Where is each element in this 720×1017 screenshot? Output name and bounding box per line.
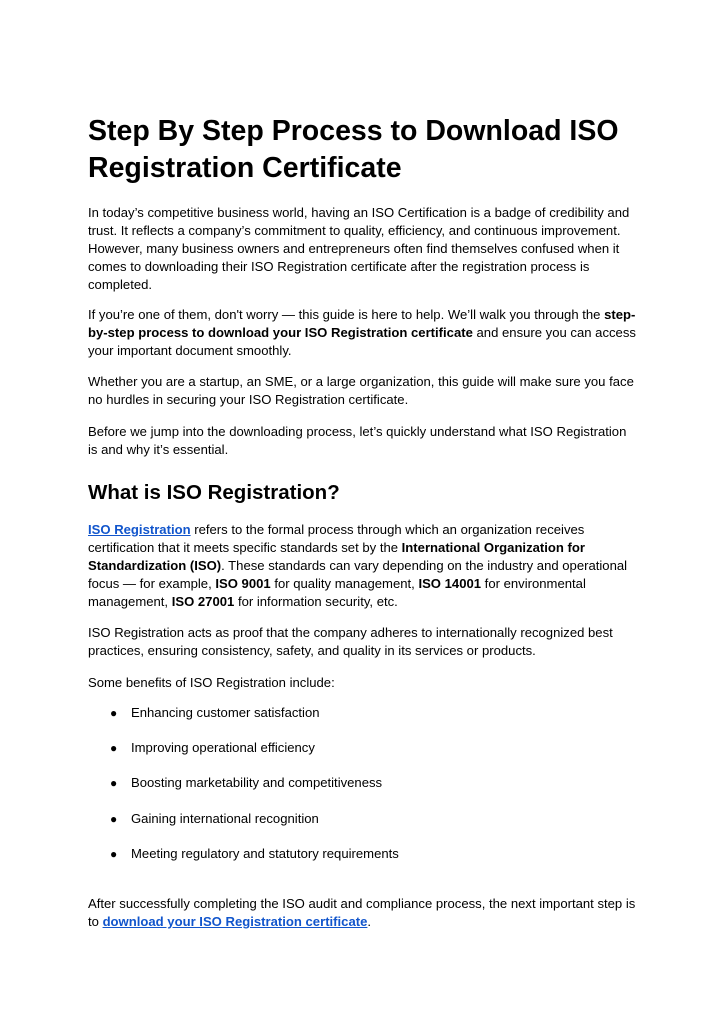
section-paragraph-1-text-c: for quality management, (270, 576, 419, 591)
intro-paragraph-2-text-a: If you’re one of them, don't worry — this guide is here to help. We’ll walk you through the (88, 307, 605, 322)
list-item (88, 774, 638, 809)
list-item-text: Improving operational efficiency (131, 740, 315, 756)
bullet-icon: ● (110, 811, 118, 826)
section-paragraph-1-text-e: for information security, etc. (234, 594, 398, 609)
section-paragraph-4-text-a: After successfully completing the ISO audit and compliance process, the next important step is to (88, 896, 636, 929)
list-item (88, 845, 638, 880)
section-paragraph-1-text-a: refers to the formal process through which an organization receives certification that it meets specific standards set by the (88, 522, 585, 555)
section-paragraph-1 (88, 521, 638, 611)
section-paragraph-1-bold-iso-org: International Organization for Standardization (ISO) (88, 540, 585, 573)
page-title: Step By Step Process to Download ISO Registration Certificate (88, 115, 619, 184)
download-certificate-link[interactable]: download your ISO Registration certificate (102, 914, 368, 929)
section-paragraph-4 (88, 895, 638, 931)
section-paragraph-4-text-b: . (367, 914, 372, 929)
list-item-text: Meeting regulatory and statutory requirements (131, 845, 399, 861)
section-paragraph-1-bold-iso9001: ISO 9001 (215, 576, 271, 591)
intro-paragraph-3: Whether you are a startup, an SME, or a large organization, this guide will make sure you face no hurdles in securing your ISO Registration certificate. (88, 374, 634, 407)
intro-paragraph-4: Before we jump into the downloading process, let’s quickly understand what ISO Registration is and why it’s essential. (88, 424, 627, 457)
section-paragraph-3: Some benefits of ISO Registration include: (88, 675, 335, 690)
bullet-icon: ● (110, 776, 118, 791)
list-item-text: Enhancing customer satisfaction (131, 705, 320, 720)
section-paragraph-2: ISO Registration acts as proof that the company adheres to internationally recognized best practices, ensuring consistency, safety, and quality in its services or products. (88, 625, 613, 658)
list-item (88, 704, 638, 739)
bullet-icon: ● (110, 741, 118, 756)
list-item-text: Gaining international recognition (131, 810, 319, 826)
intro-paragraph-2-bold: step-by-step process to download your ISO Registration certificate (88, 307, 636, 340)
bullet-icon: ● (110, 706, 118, 720)
section-paragraph-1-bold-iso27001: ISO 27001 (171, 594, 235, 609)
list-item (88, 810, 638, 845)
list-item-text: Boosting marketability and competitiveness (131, 775, 383, 791)
list-item (88, 739, 638, 774)
section-paragraph-1-text-b: . These standards can vary depending on the industry and operational focus — for example, (88, 558, 628, 591)
bullet-icon: ● (110, 846, 118, 861)
intro-paragraph-2 (88, 306, 638, 360)
intro-paragraph-1: In today’s competitive business world, having an ISO Certification is a badge of credibility and trust. It reflects a company’s commitment to quality, efficiency, and continuous improvement. However, many business owners and entrepreneurs often find themselves confused when it comes to downloading their ISO Registration certificate after the registration process is completed. (88, 205, 630, 292)
iso-registration-link[interactable]: ISO Registration (88, 522, 191, 537)
intro-paragraph-2-text-b: and ensure you can access your important document smoothly. (88, 325, 636, 358)
section-heading-what-is-iso: What is ISO Registration? (88, 481, 340, 504)
section-paragraph-1-text-d: for environmental management, (88, 576, 586, 609)
section-paragraph-1-bold-iso14001: ISO 14001 (418, 576, 482, 591)
benefits-list (88, 704, 638, 880)
